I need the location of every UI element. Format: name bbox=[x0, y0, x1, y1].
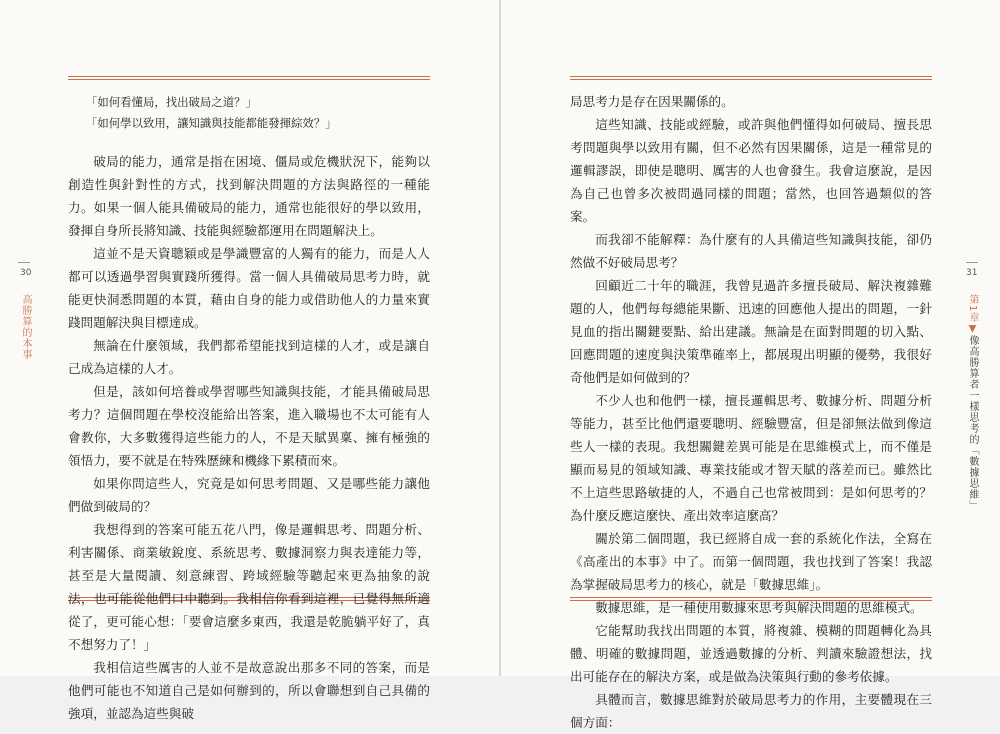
left-top-rule bbox=[68, 76, 430, 77]
paragraph: 回顧近二十年的職涯，我曾見過許多擅長破局、解決複雜難題的人，他們每每總能果斷、迅速的回應他人提出的問題，一針見血的指出關鍵要點、給出建議。無論是在面對問題的切入點、回應問題的速度與決策準確率上，都展現出明顯的優勢，我很好奇他們是如何做到的？ bbox=[570, 278, 932, 385]
left-running-title: 高勝算的本事 bbox=[20, 294, 31, 360]
left-quotes bbox=[68, 92, 428, 134]
paragraph: 這並不是天資聰穎或是學識豐富的人獨有的能力，而是人人都可以透過學習與實踐所獲得。當一個人具備破局思考力時，就能更快洞悉問題的本質，藉由自身的能力或借助他人的力量來實踐問題解決與目標達成。 bbox=[68, 246, 430, 330]
right-body bbox=[570, 90, 932, 734]
paragraph: 不少人也和他們一樣，擅長邏輯思考、數據分析、問題分析等能力，甚至比他們還要聰明、經驗豐富，但是卻無法做到像這些人一樣的表現。我想關鍵差異可能是在思維模式上，而不僅是顯而易見的領域知識、專業技能或才智天賦的落差而已。雖然比不上這些思路敏捷的人，不過自己也常被問到：是如何思考的？為什麼反應這麼快、產出效率這麼高？ bbox=[570, 393, 932, 523]
right-page-number: 31 bbox=[966, 268, 978, 278]
left-body bbox=[68, 150, 430, 725]
book-spine bbox=[499, 0, 501, 676]
paragraph: 破局的能力，通常是指在困境、僵局或危機狀況下，能夠以創造性與針對性的方式，找到解決問題的方法與路徑的一種能力。如果一個人能具備破局的能力，通常也能很好的學以致用，發揮自身所長將知識、技能與經驗都運用在問題解決上。 bbox=[68, 154, 430, 238]
paragraph: 數據思維，是一種使用數據來思考與解決問題的思維模式。 bbox=[595, 600, 923, 615]
paragraph: 無論在什麼領域，我們都希望能找到這樣的人才，或是讓自己成為這樣的人才。 bbox=[68, 338, 430, 376]
paragraph: 但是，該如何培養或學習哪些知識與技能，才能具備破局思考力？這個問題在學校沒能給出答案，進入職場也不太可能有人會教你，大多數獲得這些能力的人，不是天賦異稟、擁有極強的領悟力，要不就是在特殊歷練和機緣下累積而來。 bbox=[68, 384, 430, 468]
paragraph: 具體而言，數據思維對於破局思考力的作用，主要體現在三個方面： bbox=[570, 692, 932, 730]
quote-line: 「如何學以致用，讓知識與技能都能發揮綜效？」 bbox=[86, 116, 337, 130]
paragraph: 這些知識、技能或經驗，或許與他們懂得如何破局、擅長思考問題與學以致用有關，但不必然有因果關係，這是一種常見的邏輯謬誤，即使是聰明、厲害的人也會發生。我會這麼說，是因為自己也曾多次被問過同樣的問題；當然，也回答過類似的答案。 bbox=[570, 117, 932, 224]
paragraph: 而我卻不能解釋：為什麼有的人具備這些知識與技能，卻仍然做不好破局思考？ bbox=[570, 232, 932, 270]
right-running-title bbox=[966, 294, 978, 511]
left-page-number: 30 bbox=[20, 268, 32, 278]
right-top-rule bbox=[570, 76, 932, 77]
paragraph: 如果你問這些人，究竟是如何思考問題、又是哪些能力讓他們做到破局的？ bbox=[68, 476, 430, 514]
quote-line: 「如何看懂局，找出破局之道？」 bbox=[86, 95, 257, 109]
paragraph: 局思考力是存在因果關係的。 bbox=[570, 94, 734, 109]
right-margin-tick bbox=[966, 262, 978, 263]
paragraph: 我相信這些厲害的人並不是故意說出那多不同的答案，而是他們可能也不知道自己是如何辦到的，所以會聯想到自己具備的強項，並認為這些與破 bbox=[68, 660, 430, 721]
chapter-marker-icon: ▼ bbox=[967, 323, 978, 336]
left-margin-tick bbox=[18, 262, 30, 263]
paragraph: 它能幫助我找出問題的本質，將複雜、模糊的問題轉化為具體、明確的數據問題，並透過數據的分析、判讀來驗證想法，找出可能存在的解決方案，或是做為決策與行動的參考依據。 bbox=[570, 623, 932, 684]
chapter-label: 第1章 bbox=[967, 294, 978, 324]
paragraph: 我想得到的答案可能五花八門，像是邏輯思考、問題分析、利害關係、商業敏銳度、系統思考、數據洞察力與表達能力等，甚至是大量閱讀、刻意練習、跨域經驗等聽起來更為抽象的說法，也可能從他們口中聽到。我相信你看到這裡，已覺得無所適從了，更可能心想：「要會這麼多東西，我還是乾脆躺平好了，真不想努力了！」 bbox=[68, 522, 430, 652]
chapter-title: 像高勝算者一樣思考的「數據思維」 bbox=[967, 335, 978, 512]
paragraph: 關於第二個問題，我已經將自成一套的系統化作法，全寫在《高產出的本事》中了。而第一個問題，我也找到了答案！我認為掌握破局思考力的核心，就是「數據思維」。 bbox=[570, 531, 932, 592]
